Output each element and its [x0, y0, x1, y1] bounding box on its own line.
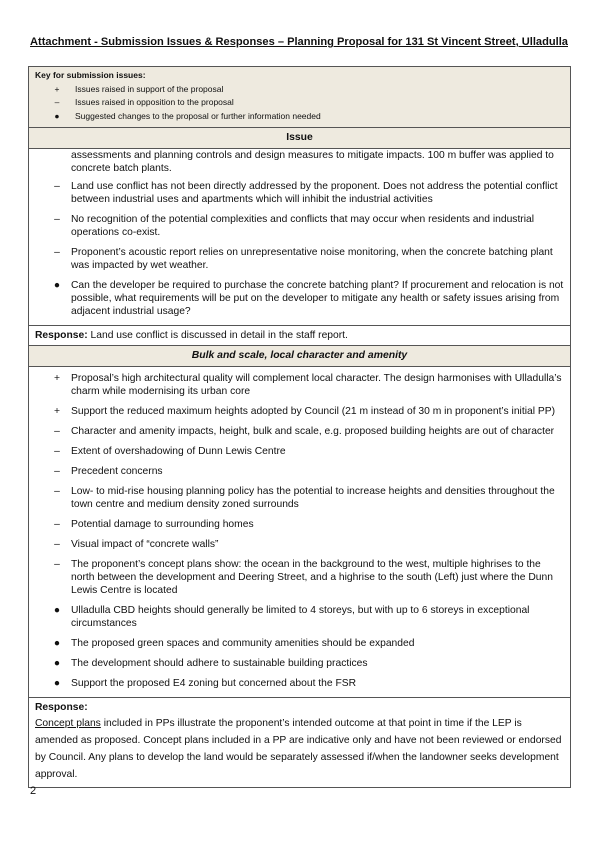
- issue-text: No recognition of the potential complexities and conflicts that may occur when residents and industrial operations co-exist.: [71, 214, 535, 238]
- issue-item: [29, 604, 570, 630]
- plus-icon: +: [54, 83, 60, 94]
- bullet-icon: ●: [53, 638, 61, 649]
- key-heading: Key for submission issues:: [35, 70, 146, 80]
- bullet-icon: ●: [53, 658, 61, 669]
- key-box: [29, 67, 570, 128]
- issue-item: [29, 445, 570, 458]
- issue-item: [29, 558, 570, 597]
- issue-text: Visual impact of “concrete walls”: [71, 539, 219, 550]
- issue-text: Land use conflict has not been directly addressed by the proponent. Does not address the potential conflict between industrial uses and apartments which will inhibit the industrial activities: [71, 181, 558, 205]
- continued-text: assessments and planning controls and design measures to mitigate impacts. 100 m buffer was applied to concrete batch plants.: [71, 150, 554, 174]
- issue-item: [29, 637, 570, 650]
- key-item-text: Issues raised in support of the proposal: [75, 83, 224, 94]
- dash-icon: –: [54, 181, 60, 192]
- dash-icon: –: [54, 214, 60, 225]
- issue-item: [29, 372, 570, 398]
- bullet-icon: ●: [53, 678, 61, 689]
- response-row: [29, 325, 570, 346]
- issue-text: Character and amenity impacts, height, bulk and scale, e.g. proposed building heights are out of character: [71, 426, 555, 437]
- document-title: Attachment - Submission Issues & Responses – Planning Proposal for 131 St Vincent Street, Ulladulla: [30, 36, 568, 48]
- issues-table: [28, 66, 571, 788]
- issue-item: [29, 180, 570, 206]
- issue-text: Support the reduced maximum heights adopted by Council (21 m instead of 30 m in proponent’s initial PP): [71, 406, 556, 417]
- bullet-icon: ●: [53, 605, 61, 616]
- issue-text: Precedent concerns: [71, 466, 163, 477]
- issue-item: [29, 485, 570, 511]
- issue-text: The development should adhere to sustainable building practices: [71, 658, 368, 669]
- key-item: [35, 83, 564, 97]
- key-item: [35, 110, 564, 124]
- issue-item: [29, 465, 570, 478]
- issue-text: The proponent’s concept plans show: the ocean in the background to the west, multiple highrises to the north between the development and Deering Street, and a highrise to the south (Left) just where the Dunn Lewis Centre is located: [71, 559, 553, 596]
- issue-item: [29, 518, 570, 531]
- response-body: [35, 715, 564, 783]
- issue-text: Ulladulla CBD heights should generally be limited to 4 storeys, but with up to 6 storeys in exceptional circumstances: [71, 605, 530, 629]
- plus-icon: +: [53, 406, 60, 417]
- issue-item: [29, 279, 570, 318]
- key-item: [35, 96, 564, 110]
- issue-text: The proposed green spaces and community amenities should be expanded: [71, 638, 415, 649]
- issue-text: Can the developer be required to purchase the concrete batching plant? If procurement and relocation is not possible, what requirements will be put on the developer to mitigate any health or safety issues arising from adjacent industrial usage?: [71, 280, 564, 317]
- issue-text: Potential damage to surrounding homes: [71, 519, 254, 530]
- issue-item: [29, 246, 570, 272]
- dash-icon: –: [54, 466, 60, 477]
- response-text: included in PPs illustrate the proponent’s intended outcome at that point in time if the LEP is amended as proposed. Concept plans included in a PP are indicative only and have not been reviewed or endorsed by Council. Any plans to develop the land would be separately assessed if/when the landowner seeks development approval.: [35, 718, 562, 780]
- page-number: 2: [30, 785, 37, 797]
- response-text: Land use conflict is discussed in detail in the staff report.: [87, 330, 348, 341]
- issue-text: Extent of overshadowing of Dunn Lewis Centre: [71, 446, 286, 457]
- concept-plans-term: Concept plans: [35, 718, 101, 729]
- key-item-text: Issues raised in opposition to the proposal: [75, 97, 234, 107]
- dash-icon: –: [54, 486, 60, 497]
- issue-text: Support the proposed E4 zoning but concerned about the FSR: [71, 678, 357, 689]
- issue-item: [29, 405, 570, 418]
- dash-icon: –: [54, 446, 60, 457]
- response-label: Response:: [35, 702, 88, 713]
- bulk-scale-section: [29, 367, 570, 690]
- issue-text: Low- to mid-rise housing planning policy has the potential to increase heights and densities throughout the town centre and medium density zoned surrounds: [71, 486, 555, 510]
- dash-icon: –: [54, 247, 60, 258]
- land-use-section: [29, 149, 570, 318]
- response-label: Response:: [35, 330, 88, 341]
- dash-icon: –: [54, 559, 60, 570]
- bullet-icon: ●: [54, 110, 60, 121]
- dash-icon: –: [54, 519, 60, 530]
- bullet-icon: ●: [53, 280, 61, 291]
- response-block: [29, 697, 570, 787]
- dash-icon: –: [54, 97, 60, 107]
- issue-text: Proponent’s acoustic report relies on unrepresentative noise monitoring, when the concrete batching plant was impacted by wet weather.: [71, 247, 553, 271]
- issue-item: [29, 213, 570, 239]
- issue-column-header: Issue: [29, 128, 570, 149]
- issue-item: [29, 425, 570, 438]
- key-item-text: Suggested changes to the proposal or further information needed: [75, 110, 321, 121]
- dash-icon: –: [54, 539, 60, 550]
- plus-icon: +: [53, 373, 60, 384]
- issue-text: Proposal’s high architectural quality will complement local character. The design harmonises with Ulladulla’s charm while modernising its urban core: [71, 373, 562, 397]
- issue-item: [29, 657, 570, 670]
- issue-item: [29, 677, 570, 690]
- issue-item: [29, 538, 570, 551]
- dash-icon: –: [54, 426, 60, 437]
- section-header: Bulk and scale, local character and amenity: [29, 346, 570, 367]
